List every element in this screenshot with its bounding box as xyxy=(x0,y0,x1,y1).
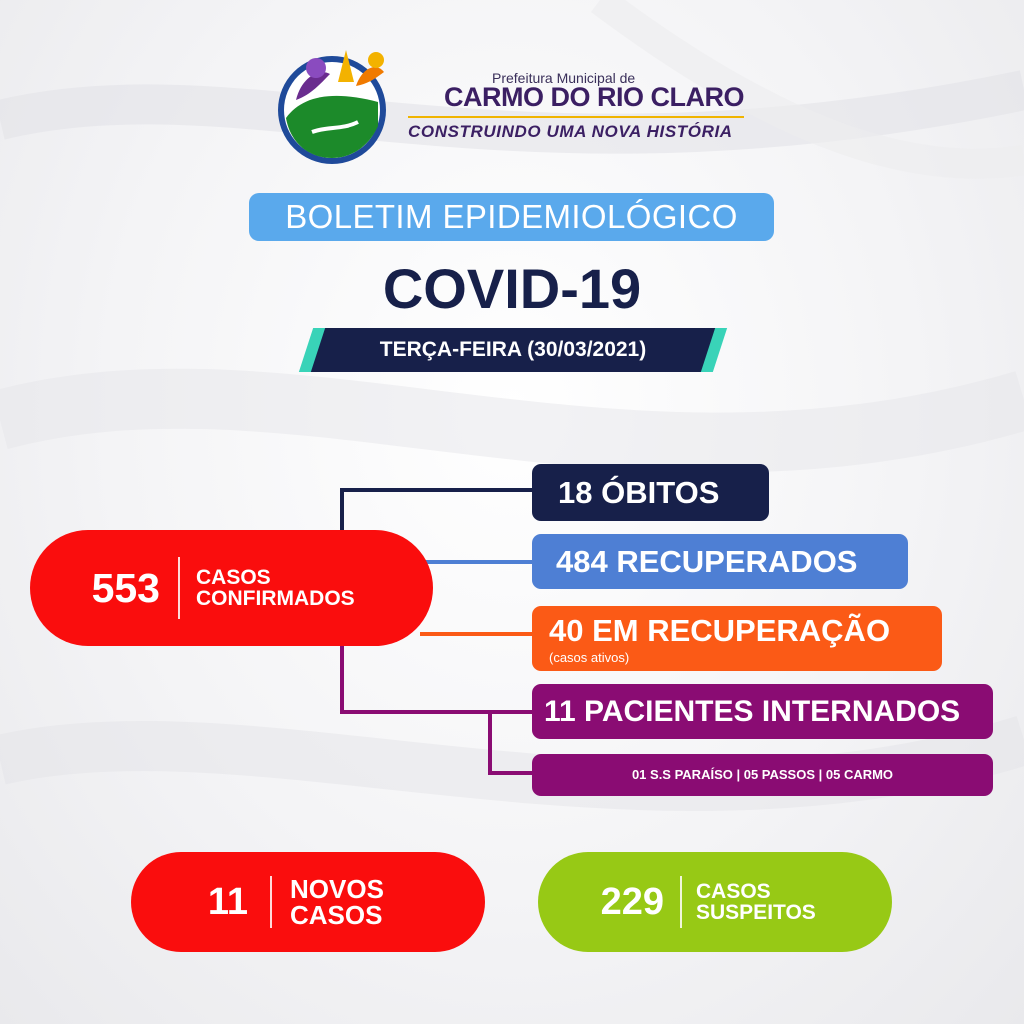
confirmed-label-line2: CONFIRMADOS xyxy=(196,587,355,610)
connector-obitos xyxy=(342,490,540,530)
org-prefix-text: Prefeitura Municipal de xyxy=(492,70,636,86)
covid-heading: COVID-19 xyxy=(382,257,642,320)
new-cases-label xyxy=(290,876,384,928)
suspected-cases-separator xyxy=(680,876,682,928)
suspected-cases-pill xyxy=(538,852,892,952)
recovered-box: 484 RECUPERADOS xyxy=(532,534,908,589)
org-slogan-text: CONSTRUINDO UMA NOVA HISTÓRIA xyxy=(408,122,733,141)
confirmed-cases-pill xyxy=(30,530,433,646)
hospitalized-box: 11 PACIENTES INTERNADOS xyxy=(532,684,993,739)
new-cases-pill xyxy=(131,852,485,952)
confirmed-cases-label xyxy=(196,567,355,609)
recovering-box xyxy=(532,606,942,671)
hospital-breakdown-box: 01 S.S PARAÍSO | 05 PASSOS | 05 CARMO xyxy=(532,754,993,796)
confirmed-separator xyxy=(178,557,180,619)
org-name-text: CARMO DO RIO CLARO xyxy=(444,82,744,112)
suspected-cases-value: 229 xyxy=(600,880,664,923)
date-text: TERÇA-FEIRA (30/03/2021) xyxy=(379,338,647,361)
deaths-box: 18 ÓBITOS xyxy=(532,464,769,521)
recovering-text: 40 EM RECUPERAÇÃO xyxy=(549,613,891,648)
confirmed-label-line1: CASOS xyxy=(196,566,271,589)
suspected-label-line2: SUSPEITOS xyxy=(696,901,816,924)
recovering-subtext: (casos ativos) xyxy=(549,650,630,665)
boletim-title: BOLETIM EPIDEMIOLÓGICO xyxy=(249,193,774,241)
new-cases-separator xyxy=(270,876,272,928)
connector-internados xyxy=(342,646,540,712)
new-cases-label-line1: NOVOS xyxy=(290,874,384,904)
confirmed-cases-value: 553 xyxy=(91,564,160,611)
new-cases-label-line2: CASOS xyxy=(290,900,383,930)
new-cases-value: 11 xyxy=(207,880,248,923)
suspected-cases-label xyxy=(696,881,816,923)
suspected-label-line1: CASOS xyxy=(696,880,771,903)
